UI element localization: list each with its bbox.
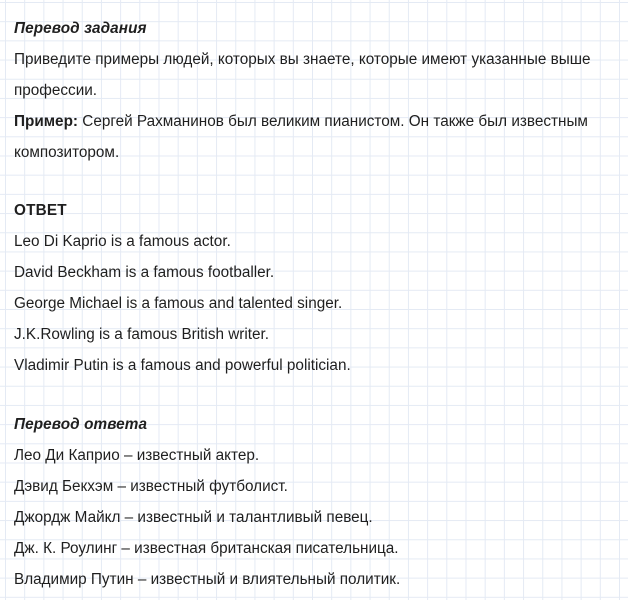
task-translation-heading: Перевод задания xyxy=(14,20,147,37)
section-gap-1 xyxy=(14,168,614,195)
answer-translation-line: Лео Ди Каприо – известный актер. xyxy=(14,447,260,464)
answer-section xyxy=(14,195,614,381)
answer-heading: ОТВЕТ xyxy=(14,202,67,219)
answer-translation-line: Джордж Майкл – известный и талантливый певец. xyxy=(14,509,373,526)
answer-line: George Michael is a famous and talented singer. xyxy=(14,295,343,312)
example-label: Пример: xyxy=(14,113,79,130)
answer-translation-line: Владимир Путин – известный и влиятельный политик. xyxy=(14,571,401,588)
answer-line: Vladimir Putin is a famous and powerful politician. xyxy=(14,357,351,374)
task-example-paragraph xyxy=(14,106,614,168)
answer-line: J.K.Rowling is a famous British writer. xyxy=(14,326,270,343)
answer-translation-line: Дж. К. Роулинг – известная британская писательница. xyxy=(14,540,399,557)
answer-line: Leo Di Kaprio is a famous actor. xyxy=(14,233,231,250)
answer-translation-heading: Перевод ответа xyxy=(14,416,148,433)
answer-translation-section xyxy=(14,409,614,595)
answer-line: David Beckham is a famous footballer. xyxy=(14,264,275,281)
answer-translation-line: Дэвид Бекхэм – известный футболист. xyxy=(14,478,288,495)
section-gap-2 xyxy=(14,381,614,409)
task-translation-section xyxy=(14,13,614,168)
example-text: Сергей Рахманинов был великим пианистом. Он также был известным композитором. xyxy=(14,113,588,161)
task-instruction-text: Приведите примеры людей, которых вы знаете, которые имеют указанные выше профессии. xyxy=(14,51,591,99)
